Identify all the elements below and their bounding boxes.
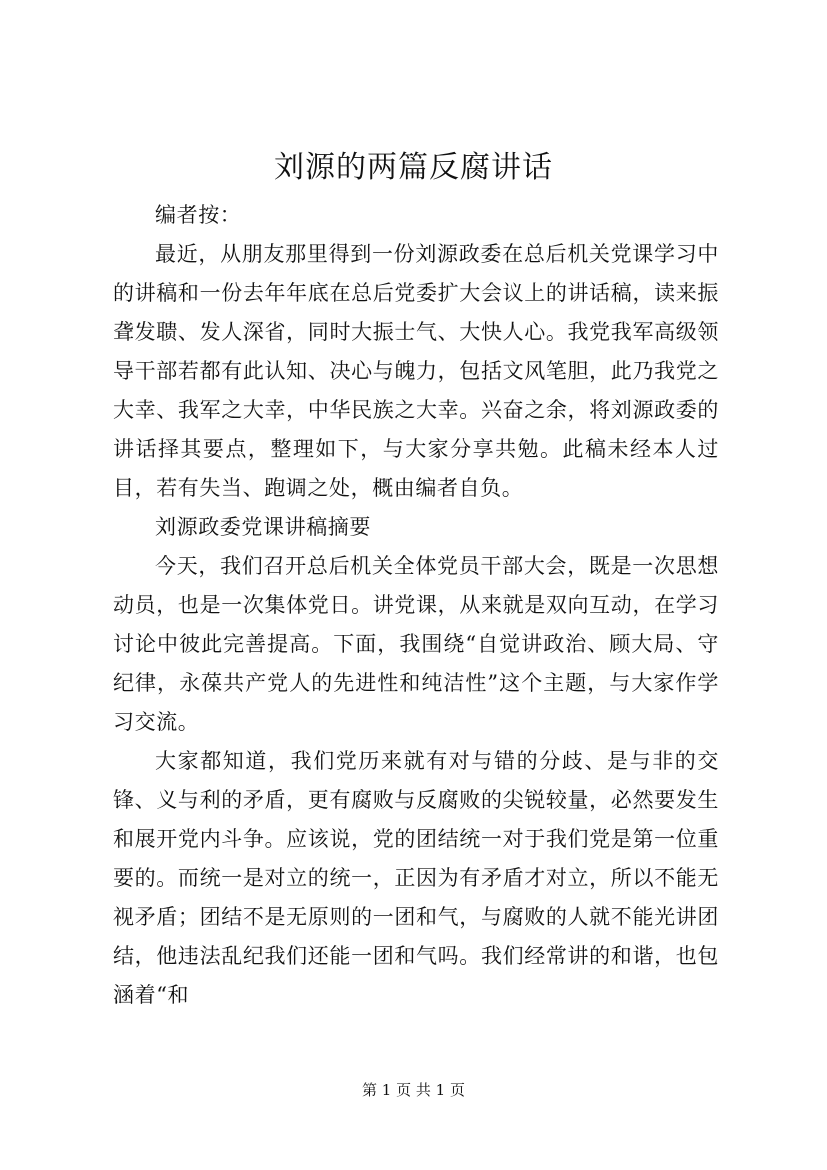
page-footer: 第 1 页 共 1 页	[362, 1081, 465, 1099]
section-heading: 刘源政委党课讲稿摘要	[155, 515, 371, 539]
page-title: 刘源的两篇反腐讲话	[274, 150, 553, 185]
document-body	[113, 196, 719, 1015]
body-paragraph: 大家都知道，我们党历来就有对与错的分歧、是与非的交锋、义与利的矛盾，更有腐败与反腐败的尖锐较量，必然要发生和展开党内斗争。应该说，党的团结统一对于我们党是第一位重要的。而统一是对立的统一，正因为有矛盾才对立，所以不能无视矛盾；团结不是无原则的一团和气，与腐败的人就不能光讲团结，他违法乱纪我们还能一团和气吗。我们经常讲的和谐，也包涵着“和	[113, 749, 719, 1007]
editor-note-paragraph: 最近，从朋友那里得到一份刘源政委在总后机关党课学习中的讲稿和一份去年年底在总后党委扩大会议上的讲话稿，读来振聋发聩、发人深省，同时大振士气、大快人心。我党我军高级领导干部若都有此认知、决心与魄力，包括文风笔胆，此乃我党之大幸、我军之大幸，中华民族之大幸。兴奋之余，将刘源政委的讲话择其要点，整理如下，与大家分享共勉。此稿未经本人过目，若有失当、跑调之处，概由编者自负。	[113, 242, 719, 500]
body-paragraph: 今天，我们召开总后机关全体党员干部大会，既是一次思想动员，也是一次集体党日。讲党课，从来就是双向互动，在学习讨论中彼此完善提高。下面，我围绕“自觉讲政治、顾大局、守纪律，永葆共产党人的先进性和纯洁性”这个主题，与大家作学习交流。	[113, 554, 719, 734]
editor-note-heading: 编者按：	[155, 203, 242, 227]
